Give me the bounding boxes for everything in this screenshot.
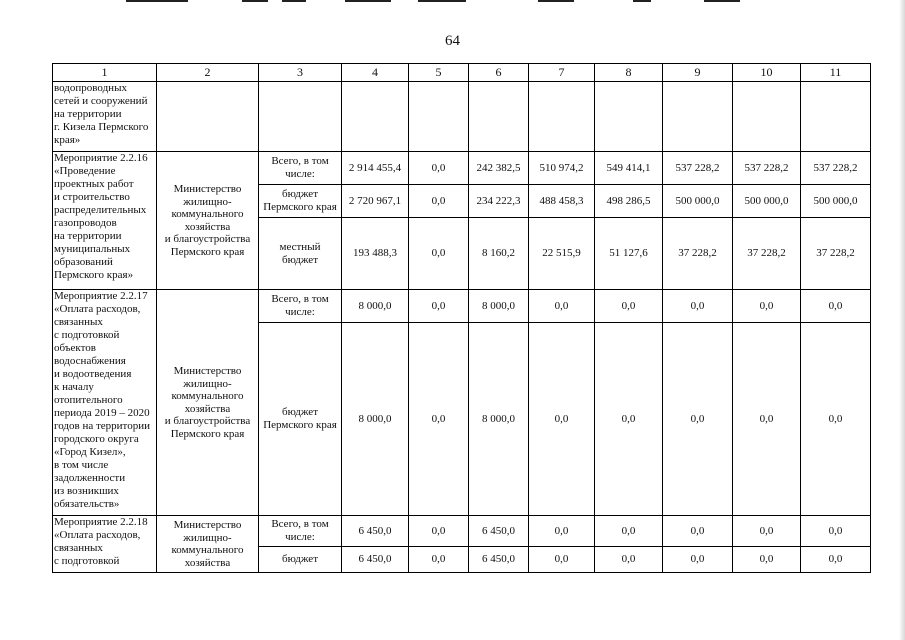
scan-edge-fragment: [242, 0, 268, 2]
funding-source: местный бюджет: [259, 218, 342, 290]
scan-edge-fragment: [126, 0, 188, 2]
scan-edge-fragment: [418, 0, 466, 2]
value-cell: 500 000,0: [663, 185, 733, 218]
value-cell: 2 914 455,4: [342, 152, 409, 185]
value-cell: 242 382,5: [469, 152, 529, 185]
value-cell: 6 450,0: [342, 547, 409, 573]
scan-edge-shadow: [899, 0, 905, 640]
empty-cell: [529, 82, 595, 152]
value-cell: 193 488,3: [342, 218, 409, 290]
value-cell: 6 450,0: [469, 547, 529, 573]
value-cell: 0,0: [733, 323, 801, 516]
value-cell: 0,0: [733, 290, 801, 323]
measure-title: Мероприятие 2.2.17 «Оплата расходов, связанных с подготовкой объектов водоснабжения и водоотведения к началу отопительного периода 2019 – 2020 годов на территории городского округа «Город Кизел», в том числе задолженности из возникших обязательств»: [53, 290, 157, 516]
value-cell: 8 160,2: [469, 218, 529, 290]
value-cell: 0,0: [801, 516, 871, 547]
funding-source: Всего, в том числе:: [259, 152, 342, 185]
value-cell: 0,0: [529, 547, 595, 573]
funding-source: Всего, в том числе:: [259, 516, 342, 547]
value-cell: 0,0: [409, 152, 469, 185]
value-cell: 0,0: [409, 323, 469, 516]
value-cell: 510 974,2: [529, 152, 595, 185]
value-cell: 0,0: [595, 323, 663, 516]
value-cell: 0,0: [733, 547, 801, 573]
value-cell: 6 450,0: [342, 516, 409, 547]
column-header: 11: [801, 64, 871, 82]
column-header: 9: [663, 64, 733, 82]
value-cell: 37 228,2: [733, 218, 801, 290]
responsible-agency: Министерство жилищно- коммунального хозяйства и благоустройства Пермского края: [157, 290, 259, 516]
column-header: 10: [733, 64, 801, 82]
value-cell: 0,0: [801, 547, 871, 573]
value-cell: 0,0: [529, 290, 595, 323]
value-cell: 0,0: [663, 547, 733, 573]
value-cell: 0,0: [595, 290, 663, 323]
funding-source: бюджет Пермского края: [259, 185, 342, 218]
value-cell: 0,0: [595, 547, 663, 573]
value-cell: 37 228,2: [801, 218, 871, 290]
value-cell: 0,0: [801, 290, 871, 323]
measure-title: Мероприятие 2.2.16 «Проведение проектных работ и строительство распределительных газопроводов на территории муниципальных образований Пермского края»: [53, 152, 157, 290]
column-header: 8: [595, 64, 663, 82]
column-header: 3: [259, 64, 342, 82]
value-cell: 22 515,9: [529, 218, 595, 290]
scan-edge-fragment: [704, 0, 740, 2]
continuation-row: [53, 82, 871, 152]
table-row: [53, 290, 871, 323]
table-header-row: [53, 64, 871, 82]
value-cell: 537 228,2: [663, 152, 733, 185]
measure-title: Мероприятие 2.2.18 «Оплата расходов, связанных с подготовкой: [53, 516, 157, 573]
column-header: 7: [529, 64, 595, 82]
value-cell: 0,0: [663, 323, 733, 516]
value-cell: 488 458,3: [529, 185, 595, 218]
scan-edge-fragment: [633, 0, 651, 2]
column-header: 4: [342, 64, 409, 82]
value-cell: 0,0: [409, 516, 469, 547]
column-header: 1: [53, 64, 157, 82]
empty-cell: [469, 82, 529, 152]
value-cell: 0,0: [663, 516, 733, 547]
value-cell: 51 127,6: [595, 218, 663, 290]
funding-source: Всего, в том числе:: [259, 290, 342, 323]
scan-edge-fragment: [345, 0, 391, 2]
value-cell: 0,0: [409, 290, 469, 323]
table-row: [53, 516, 871, 547]
column-header: 6: [469, 64, 529, 82]
value-cell: 0,0: [595, 516, 663, 547]
scan-edge-fragment: [538, 0, 574, 2]
funding-source: бюджет: [259, 547, 342, 573]
value-cell: 0,0: [529, 516, 595, 547]
value-cell: 6 450,0: [469, 516, 529, 547]
empty-cell: [801, 82, 871, 152]
value-cell: 549 414,1: [595, 152, 663, 185]
column-header: 2: [157, 64, 259, 82]
empty-cell: [259, 82, 342, 152]
value-cell: 0,0: [409, 547, 469, 573]
value-cell: 0,0: [801, 323, 871, 516]
budget-table: [52, 63, 871, 573]
value-cell: 0,0: [409, 218, 469, 290]
empty-cell: [409, 82, 469, 152]
value-cell: 0,0: [409, 185, 469, 218]
value-cell: 2 720 967,1: [342, 185, 409, 218]
value-cell: 234 222,3: [469, 185, 529, 218]
value-cell: 8 000,0: [469, 290, 529, 323]
value-cell: 37 228,2: [663, 218, 733, 290]
empty-cell: [157, 82, 259, 152]
value-cell: 8 000,0: [469, 323, 529, 516]
value-cell: 0,0: [733, 516, 801, 547]
value-cell: 8 000,0: [342, 323, 409, 516]
value-cell: 500 000,0: [801, 185, 871, 218]
measure-title: водопроводных сетей и сооружений на территории г. Кизела Пермского края»: [53, 82, 157, 152]
responsible-agency: Министерство жилищно- коммунального хозяйства: [157, 516, 259, 573]
page-number: 64: [445, 33, 460, 49]
value-cell: 8 000,0: [342, 290, 409, 323]
value-cell: 537 228,2: [801, 152, 871, 185]
scan-edge-fragment: [282, 0, 306, 2]
value-cell: 537 228,2: [733, 152, 801, 185]
value-cell: 0,0: [663, 290, 733, 323]
empty-cell: [663, 82, 733, 152]
value-cell: 498 286,5: [595, 185, 663, 218]
column-header: 5: [409, 64, 469, 82]
value-cell: 500 000,0: [733, 185, 801, 218]
empty-cell: [595, 82, 663, 152]
funding-source: бюджет Пермского края: [259, 323, 342, 516]
responsible-agency: Министерство жилищно- коммунального хозяйства и благоустройства Пермского края: [157, 152, 259, 290]
empty-cell: [342, 82, 409, 152]
empty-cell: [733, 82, 801, 152]
value-cell: 0,0: [529, 323, 595, 516]
table-row: [53, 152, 871, 185]
